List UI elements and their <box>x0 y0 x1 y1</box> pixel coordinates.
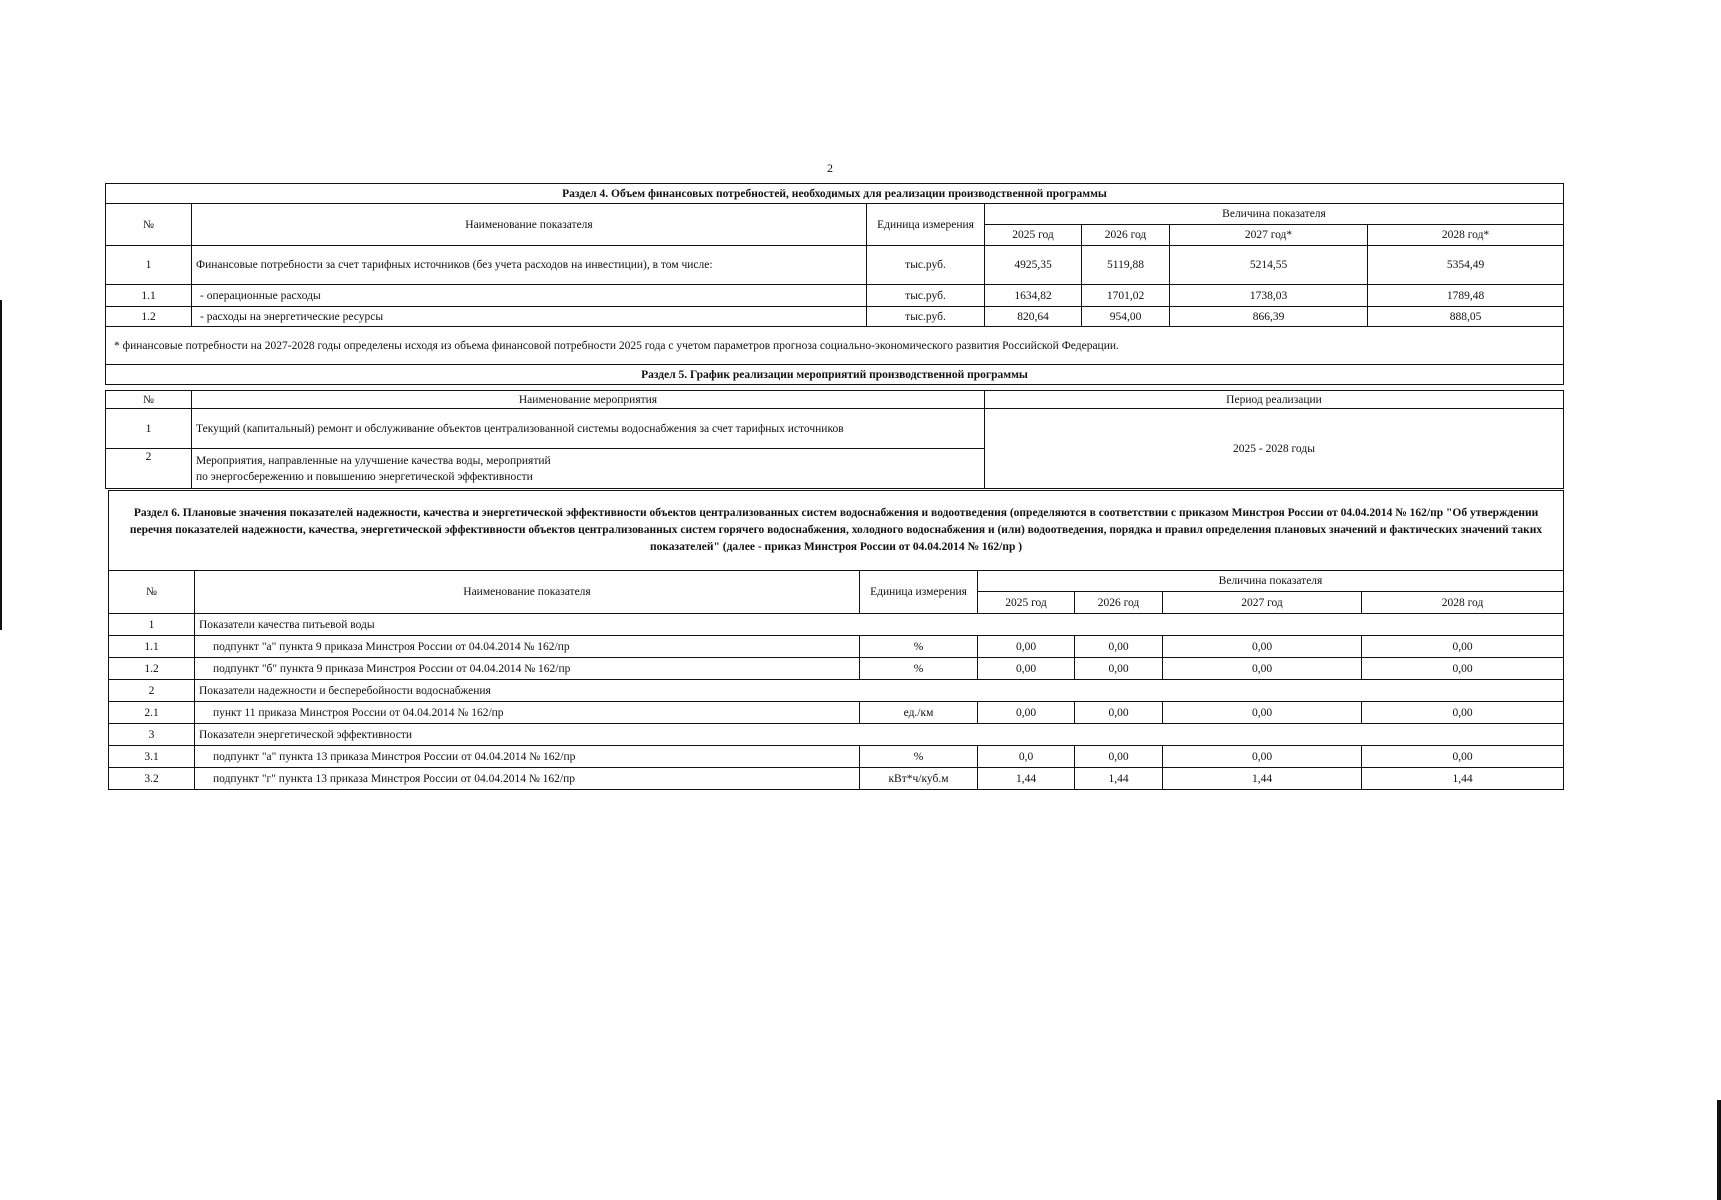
row-name: Текущий (капитальный) ремонт и обслуживание объектов централизованной системы водоснабжения за счет тарифных источников <box>192 409 985 449</box>
row-num: 2.1 <box>109 702 195 724</box>
group-name: Показатели надежности и бесперебойности водоснабжения <box>195 680 1564 702</box>
section4-col-num: № <box>106 204 192 246</box>
row-value: 1,44 <box>1362 768 1564 790</box>
group-num: 2 <box>109 680 195 702</box>
row-unit: ед./км <box>860 702 978 724</box>
row-value: 0,00 <box>1075 746 1163 768</box>
section6-col-unit: Единица измерения <box>860 571 978 614</box>
row-unit: % <box>860 746 978 768</box>
row-name: подпункт "а" пункта 13 приказа Минстроя России от 04.04.2014 № 162/пр <box>195 746 860 768</box>
section6-col-name: Наименование показателя <box>195 571 860 614</box>
row-value: 5214,55 <box>1170 246 1368 285</box>
section6-col-num: № <box>109 571 195 614</box>
table-row <box>109 658 1564 680</box>
row-name-line: по энергосбережению и повышению энергетической эффективности <box>196 470 533 483</box>
table-row <box>109 636 1564 658</box>
row-num: 3.2 <box>109 768 195 790</box>
section5-col-period: Период реализации <box>985 391 1564 409</box>
section5-col-num: № <box>106 391 192 409</box>
section6-year: 2025 год <box>978 592 1075 614</box>
row-name <box>192 449 985 489</box>
group-name: Показатели энергетической эффективности <box>195 724 1564 746</box>
section6-table <box>108 490 1564 790</box>
section5-table <box>105 390 1564 489</box>
section4-note: * финансовые потребности на 2027-2028 годы определены исходя из объема финансовой потребности 2025 года с учетом параметров прогноза социально-экономического развития Российской Федерации. <box>106 327 1564 365</box>
row-value: 0,0 <box>978 746 1075 768</box>
section6-year: 2027 год <box>1163 592 1362 614</box>
section5-col-name: Наименование мероприятия <box>192 391 985 409</box>
row-value: 0,00 <box>1075 658 1163 680</box>
row-value: 5354,49 <box>1368 246 1564 285</box>
row-value: 0,00 <box>978 702 1075 724</box>
section4-col-value: Величина показателя <box>985 204 1564 225</box>
section4-year: 2028 год* <box>1368 225 1564 246</box>
table-row <box>109 768 1564 790</box>
row-name: Финансовые потребности за счет тарифных источников (без учета расходов на инвестиции), в том числе: <box>192 246 867 285</box>
row-value: 954,00 <box>1082 307 1170 327</box>
group-num: 3 <box>109 724 195 746</box>
section4-title: Раздел 4. Объем финансовых потребностей, необходимых для реализации производственной программы <box>106 184 1564 204</box>
row-value: 1701,02 <box>1082 285 1170 307</box>
row-value: 0,00 <box>1362 658 1564 680</box>
row-value: 0,00 <box>1362 746 1564 768</box>
row-name: - расходы на энергетические ресурсы <box>192 307 867 327</box>
section4-year: 2027 год* <box>1170 225 1368 246</box>
table-row <box>109 614 1564 636</box>
row-value: 0,00 <box>1362 636 1564 658</box>
row-num: 1.1 <box>109 636 195 658</box>
row-value: 1634,82 <box>985 285 1082 307</box>
row-value: 1,44 <box>1075 768 1163 790</box>
row-value: 1,44 <box>978 768 1075 790</box>
row-num: 1.2 <box>109 658 195 680</box>
section4-year: 2025 год <box>985 225 1082 246</box>
row-name: пункт 11 приказа Минстроя России от 04.04.2014 № 162/пр <box>195 702 860 724</box>
row-num: 1.1 <box>106 285 192 307</box>
row-unit: тыс.руб. <box>867 246 985 285</box>
row-value: 4925,35 <box>985 246 1082 285</box>
section6-title: Раздел 6. Плановые значения показателей надежности, качества и энергетической эффективности объектов централизованных систем водоснабжения и водоотведения (определяются в соответствии с приказом Минстроя России от 04.04.2014 № 162/пр "Об утверждении перечня показателей надежности, качества, энергетической эффективности объектов централизованных систем горячего водоснабжения, холодного водоснабжения и (или) водоотведения, порядка и правил определения плановых значений и фактических значений таких показателей" (далее - приказ Минстроя России от 04.04.2014 № 162/пр ) <box>109 491 1564 571</box>
table-row <box>109 746 1564 768</box>
row-value: 0,00 <box>1163 702 1362 724</box>
row-value: 820,64 <box>985 307 1082 327</box>
row-value: 0,00 <box>1163 746 1362 768</box>
row-unit: % <box>860 636 978 658</box>
row-unit: тыс.руб. <box>867 307 985 327</box>
section5-title: Раздел 5. График реализации мероприятий производственной программы <box>106 365 1564 385</box>
row-num: 1 <box>106 246 192 285</box>
section4-year: 2026 год <box>1082 225 1170 246</box>
section4-col-unit: Единица измерения <box>867 204 985 246</box>
table-row <box>106 307 1564 327</box>
row-name-line: Мероприятия, направленные на улучшение качества воды, мероприятий <box>196 454 551 467</box>
row-num: 1.2 <box>106 307 192 327</box>
row-unit: тыс.руб. <box>867 285 985 307</box>
group-name: Показатели качества питьевой воды <box>195 614 1564 636</box>
table-row <box>109 702 1564 724</box>
scan-edge-mark <box>1717 1100 1721 1200</box>
row-unit: % <box>860 658 978 680</box>
row-value: 0,00 <box>1163 658 1362 680</box>
group-num: 1 <box>109 614 195 636</box>
scan-edge-mark <box>0 300 2 630</box>
section4-table <box>105 183 1564 385</box>
table-row <box>109 680 1564 702</box>
row-value: 866,39 <box>1170 307 1368 327</box>
row-name: - операционные расходы <box>192 285 867 307</box>
row-name: подпункт "г" пункта 13 приказа Минстроя России от 04.04.2014 № 162/пр <box>195 768 860 790</box>
row-num: 1 <box>106 409 192 449</box>
table-row <box>106 246 1564 285</box>
section5-period: 2025 - 2028 годы <box>985 409 1564 489</box>
table-row <box>106 409 1564 449</box>
row-value: 0,00 <box>1362 702 1564 724</box>
row-value: 5119,88 <box>1082 246 1170 285</box>
row-value: 0,00 <box>1075 636 1163 658</box>
row-name: подпункт "б" пункта 9 приказа Минстроя России от 04.04.2014 № 162/пр <box>195 658 860 680</box>
table-row <box>106 285 1564 307</box>
section6-col-value: Величина показателя <box>978 571 1564 592</box>
section4-col-name: Наименование показателя <box>192 204 867 246</box>
page-number: 2 <box>827 161 833 175</box>
section6-year: 2026 год <box>1075 592 1163 614</box>
row-num: 2 <box>106 449 192 489</box>
row-value: 1,44 <box>1163 768 1362 790</box>
table-row <box>109 724 1564 746</box>
row-value: 0,00 <box>1075 702 1163 724</box>
row-value: 0,00 <box>978 658 1075 680</box>
row-value: 0,00 <box>978 636 1075 658</box>
row-value: 888,05 <box>1368 307 1564 327</box>
row-value: 1738,03 <box>1170 285 1368 307</box>
row-value: 1789,48 <box>1368 285 1564 307</box>
row-unit: кВт*ч/куб.м <box>860 768 978 790</box>
row-num: 3.1 <box>109 746 195 768</box>
row-value: 0,00 <box>1163 636 1362 658</box>
section6-year: 2028 год <box>1362 592 1564 614</box>
row-name: подпункт "а" пункта 9 приказа Минстроя России от 04.04.2014 № 162/пр <box>195 636 860 658</box>
